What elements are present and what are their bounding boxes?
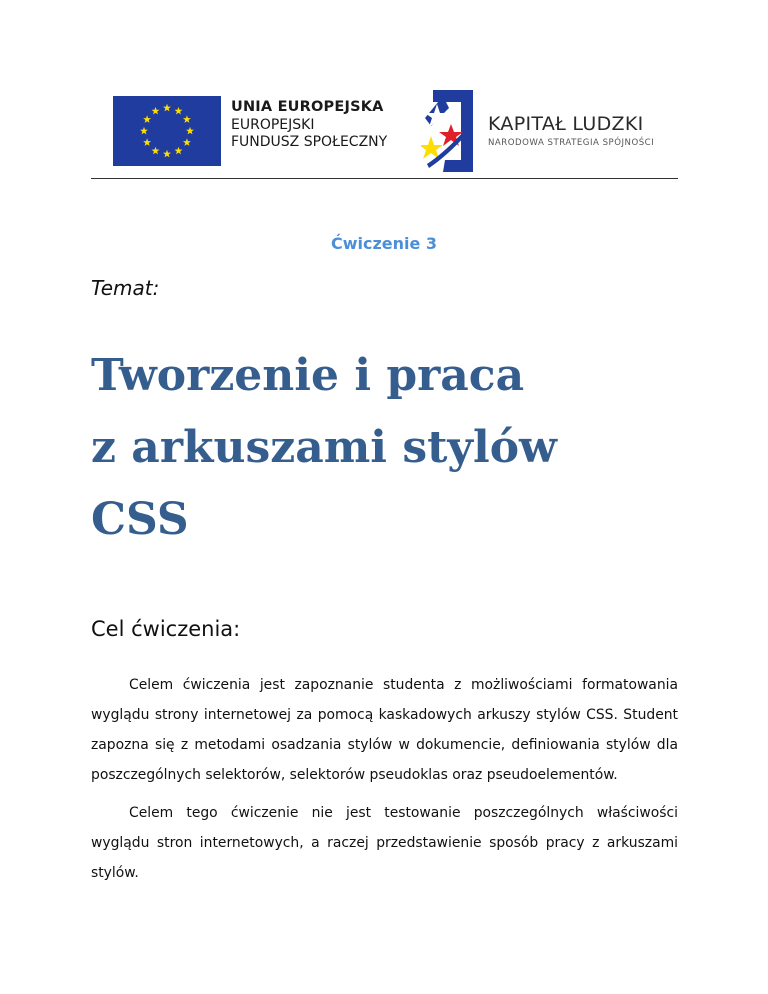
eu-logo-line-1: UNIA EUROPEJSKA [231,99,384,115]
section-heading: Cel ćwiczenia: [91,617,241,641]
header-divider [91,178,678,179]
exercise-label: Ćwiczenie 3 [330,234,438,253]
eu-logo-line-3: FUNDUSZ SPOŁECZNY [231,133,388,150]
title-line: Tworzenie i praca [91,350,525,401]
eu-flag-icon [113,96,221,166]
topic-label: Temat: [91,276,160,300]
kapital-ludzki-logo-text [488,115,654,148]
kapital-ludzki-mark-icon [421,90,473,172]
eu-logo-text [231,100,387,152]
kapital-ludzki-title: KAPITAŁ LUDZKI [488,113,644,135]
title-line: CSS [91,494,189,545]
body-paragraph: Celem ćwiczenia jest zapoznanie studenta z możliwościami formatowania wyglądu strony internetowej za pomocą kaskadowych arkuszy stylów CSS. Student zapozna się z metodami osadzania stylów w dokumencie, definiowania stylów dla poszczególnych selektorów, selektorów pseudoklas oraz pseudoelementów. [91,677,678,783]
header-logos [91,84,678,180]
title-line: z arkuszami stylów [91,422,557,473]
document-title [91,340,557,556]
kapital-ludzki-subtitle: NARODOWA STRATEGIA SPÓJNOŚCI [488,138,655,148]
body-paragraph: Celem tego ćwiczenie nie jest testowanie poszczególnych właściwości wyglądu stron internetowych, a raczej przedstawienie sposób pracy z arkuszami stylów. [91,805,678,881]
eu-logo-line-2: EUROPEJSKI [231,116,315,133]
